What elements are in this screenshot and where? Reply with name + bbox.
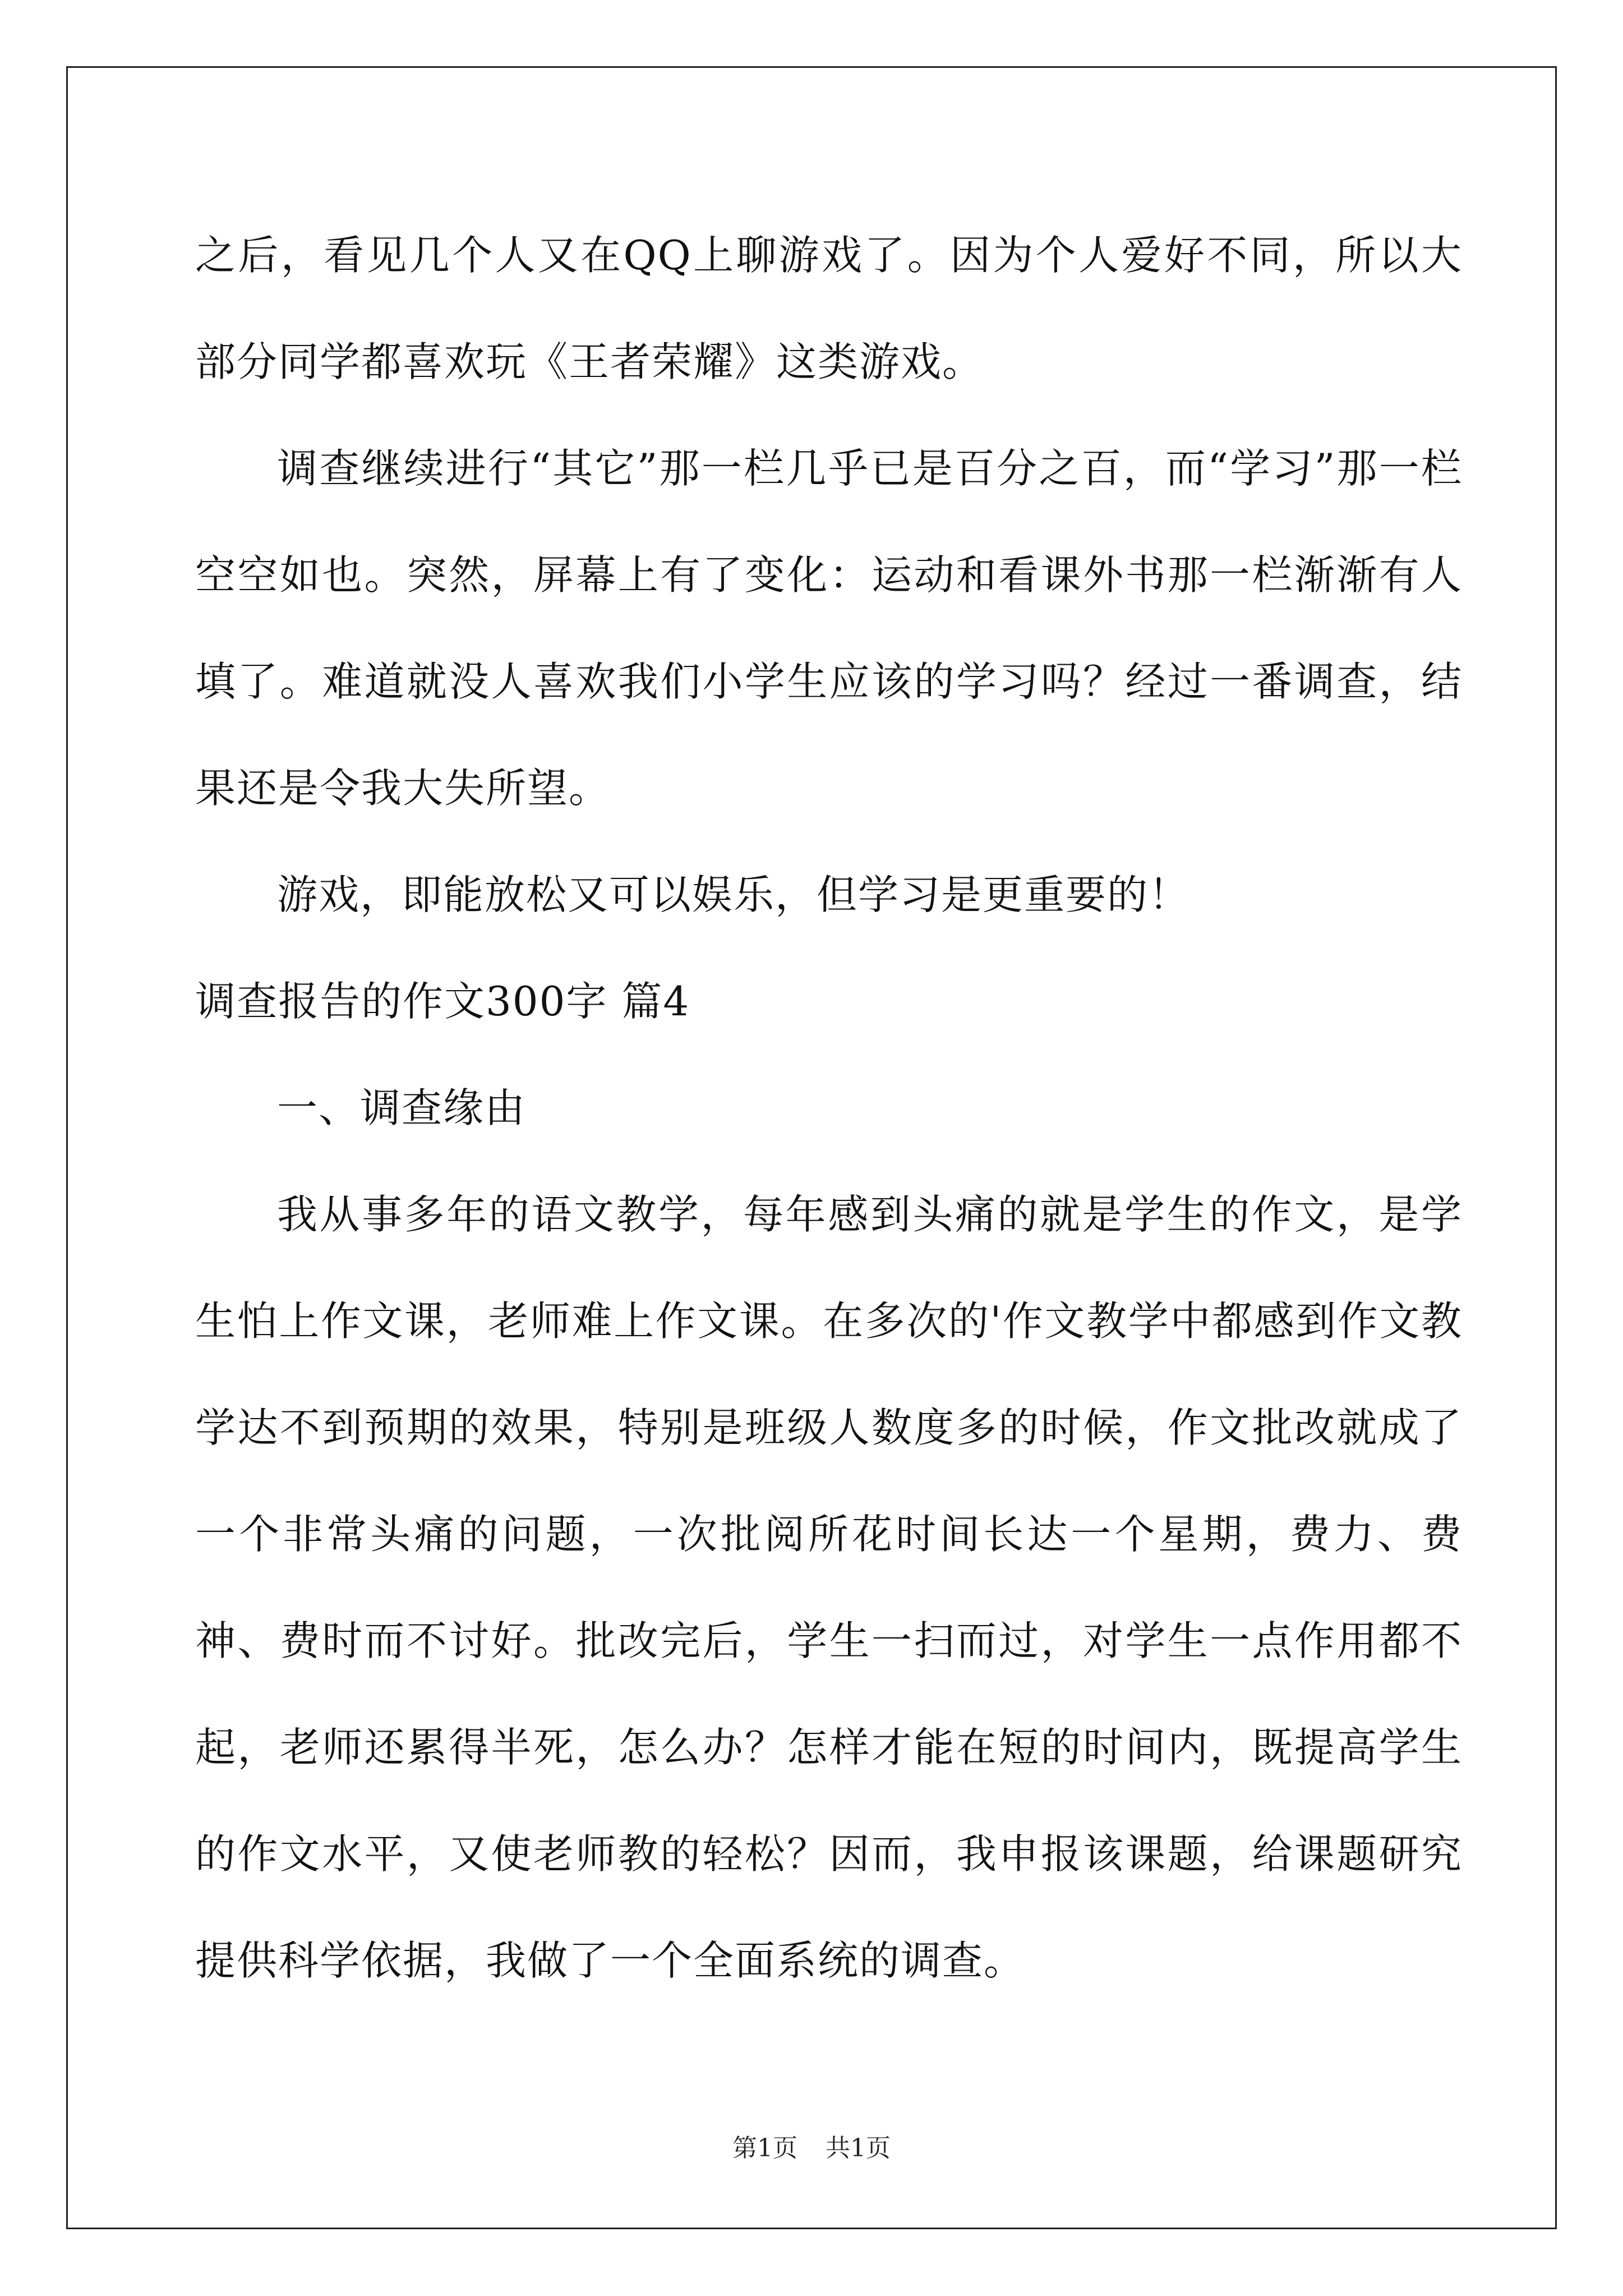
- paragraph-2: 调查继续进行“其它”那一栏几乎已是百分之百，而“学习”那一栏空空如也。突然，屏幕上有了变化：运动和看课外书那一栏渐渐有人填了。难道就没人喜欢我们小学生应该的学习吗？经过一番调查，结果还是令我大失所望。: [195, 445, 1463, 812]
- paragraph-4: 我从事多年的语文教学，每年感到头痛的就是学生的作文，是学生怕上作文课，老师难上作文课。在多次的'作文教学中都感到作文教学达不到预期的效果，特别是班级人数度多的时候，作文批改就成了一个非常头痛的问题，一次批阅所花时间长达一个星期，费力、费神、费时而不讨好。批改完后，学生一扫而过，对学生一点作用都不起，老师还累得半死，怎么办？怎样才能在短的时间内，既提高学生的作文水平，又使老师教的轻松？因而，我申报该课题，给课题研究提供科学依据，我做了一个全面系统的调查。: [195, 1191, 1463, 1984]
- document-body: [195, 202, 1463, 2014]
- page-total: 共1页: [826, 2134, 891, 2162]
- subsection-heading: 一、调查缘由: [277, 1084, 527, 1131]
- section-heading: 调查报告的作文300字 篇4: [195, 978, 690, 1025]
- paragraph-3: 游戏，即能放松又可以娱乐，但学习是更重要的！: [277, 871, 1191, 918]
- paragraph-1: 之后，看见几个人又在QQ上聊游戏了。因为个人爱好不同，所以大部分同学都喜欢玩《王者荣耀》这类游戏。: [195, 232, 1463, 385]
- page-number: 第1页: [732, 2134, 797, 2162]
- page-footer: [0, 2132, 1623, 2165]
